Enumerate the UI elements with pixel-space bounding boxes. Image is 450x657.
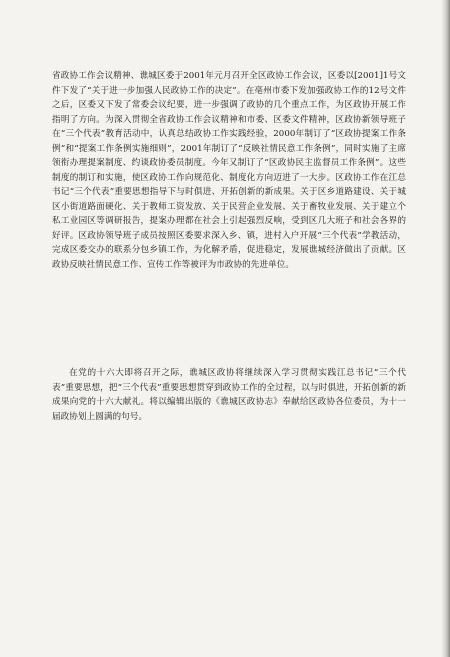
paragraph-1-block <box>52 69 406 272</box>
paragraph-2: 在党的十六大即将召开之际，谯城区政协将继续深入学习贯彻实践江总书记“三个代表”重要思想，把“三个代表”重要思想贯穿到政协工作的全过程，以与时俱进，开拓创新的新成果向党的十六大献礼。将以编辑出版的《谯城区政协志》奉献给区政协各位委员，为十一届政协划上圆满的句号。 <box>52 368 406 422</box>
paragraph-2-block <box>52 366 406 424</box>
paragraph-1: 省政协工作会议精神、谯城区委于2001年元月召开全区政协工作会议，区委以[2001]1号文件下发了“关于进一步加强人民政协工作的决定”。在亳州市委下发加强政协工作的12号文件之后，区委又下发了常委会议纪要，进一步强调了政协的几个重点工作，为区政协开展工作指明了方向。为深入贯彻全省政协工作会议精神和市委、区委文件精神，区政协新领导班子在“三个代表”教育活动中，认真总结政协工作实践经验，2000年制订了“区政协提案工作条例”和“提案工作条例实施细则”，2001年制订了“反映社情民意工作条例”，同时实施了主席领衔办理提案制度、约谈政协委员制度。今年又制订了“区政协民主监督员工作条例”。这些制度的制订和实施，使区政协工作向规范化、制度化方向迈进了一大步。区政协工作在江总书记“三个代表”重要思想指导下与时俱进、开拓创新的新成果。关于区乡道路建设、关于城区小街道路面硬化、关于教师工资发放、关于民营企业发展、关于畜牧业发展、关于建立个私工业园区等调研报告，提案办理都在社会上引起强烈反响，受到区几大班子和社会各界的好评。区政协领导班子成员按照区委要求深入乡、镇，进村入户开展“三个代表”学教活动，完成区委交办的联系分包乡镇工作，为化解矛盾，促进稳定，发展谯城经济做出了贡献。区政协反映社情民意工作、宣传工作等被评为市政协的先进单位。 <box>52 71 406 270</box>
